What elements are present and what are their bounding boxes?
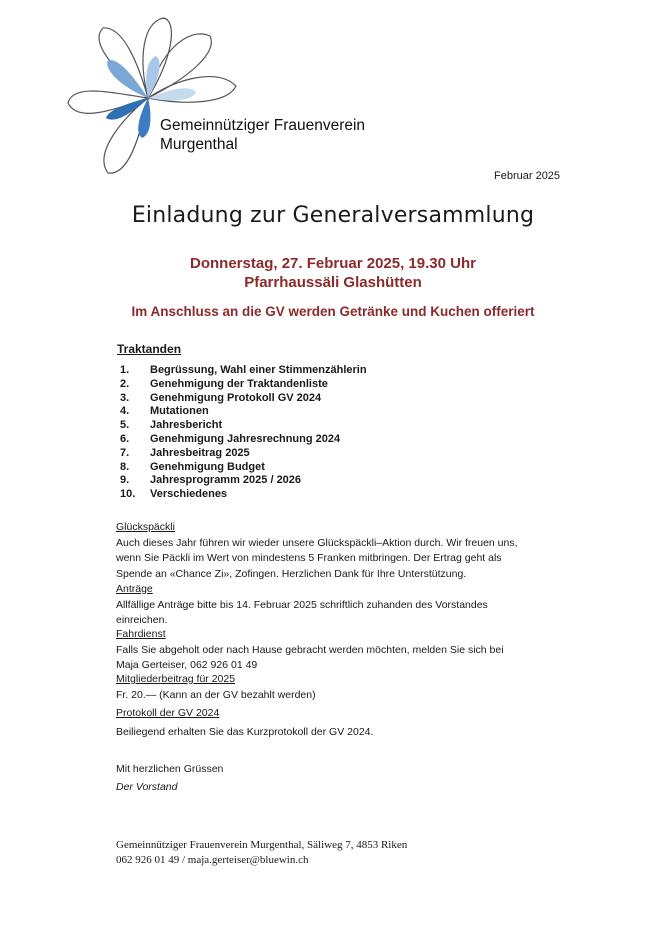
section-line: Spende an «Chance Zi», Zofingen. Herzlichen Dank für Ihre Unterstützung. [116,567,467,580]
agenda-item-number: 5. [120,419,130,432]
org-name [160,116,365,154]
section-heading: Fahrdienst [116,628,166,640]
agenda-item-number: 10. [120,488,136,501]
section-line: Maja Gerteiser, 062 926 01 49 [116,659,258,671]
agenda-item-number: 1. [120,364,130,376]
agenda-item-text: Jahresbericht [150,419,223,432]
event-date: Donnerstag, 27. Februar 2025, 19.30 Uhr [190,255,476,272]
section-line: wenn Sie Päckli im Wert von mindestens 5 Franken mitbringen. Der Ertrag geht als [116,552,502,564]
agenda-item-text: Genehmigung Jahresrechnung 2024 [150,432,341,445]
section-antraege [116,582,488,629]
org-name-line1: Gemeinnütziger Frauenverein [160,117,366,134]
closing-greeting: Mit herzlichen Grüssen [116,763,224,775]
agenda-item [120,378,367,392]
footer-contact: 062 926 01 49 / maja.gerteiser@bluewin.ch [116,854,309,866]
agenda-item [120,488,367,502]
closing-signature: Der Vorstand [116,781,178,793]
footer [116,838,407,868]
refreshments-note: Im Anschluss an die GV werden Getränke und Kuchen offeriert [131,304,535,319]
agenda-list [120,364,367,502]
org-name-line2: Murgenthal [160,136,238,153]
agenda-item [120,392,367,406]
agenda-item-text: Genehmigung Protokoll GV 2024 [150,391,322,404]
section-line: Falls Sie abgeholt oder nach Hause gebracht werden möchten, melden Sie sich bei [116,643,504,656]
section-line: Fr. 20.— (Kann an der GV bezahlt werden) [116,688,316,701]
section-heading: Glückspäckli [116,521,175,533]
section-heading: Anträge [116,583,153,595]
logo-flower-icon [30,8,260,208]
section-line: Beiliegend erhalten Sie das Kurzprotokoll der GV 2024. [116,725,374,738]
letter-date: Februar 2025 [494,170,561,182]
page-title: Einladung zur Generalversammlung [131,203,535,228]
agenda-item [120,461,367,475]
agenda-item-text: Genehmigung der Traktandenliste [150,377,328,390]
agenda-item-number: 3. [120,391,130,404]
section-line: einreichen. [116,614,168,626]
agenda-item-number: 7. [120,446,130,459]
agenda-item [120,419,367,433]
closing [116,760,223,796]
agenda-item [120,447,367,461]
section-heading: Protokoll der GV 2024 [116,707,220,719]
agenda-item-text: Mutationen [150,405,209,418]
footer-address: Gemeinnütziger Frauenverein Murgenthal, Säliweg 7, 4853 Riken [116,839,408,851]
section-mitgliederbeitrag [116,672,316,703]
agenda-item [120,474,367,488]
agenda-item-text: Begrüssung, Wahl einer Stimmenzählerin [150,364,367,376]
section-line: Auch dieses Jahr führen wir wieder unsere Glückspäckli–Aktion durch. Wir freuen uns, [116,536,518,549]
agenda-item-text: Verschiedenes [150,488,228,501]
event-place: Pfarrhaussäli Glashütten [244,274,422,291]
section-heading: Mitgliederbeitrag für 2025 [116,673,236,685]
agenda-item-number: 2. [120,377,130,390]
agenda-item-text: Jahresbeitrag 2025 [150,446,250,459]
agenda-item [120,405,367,419]
agenda-item [120,433,367,447]
agenda-item-number: 4. [120,405,130,418]
section-fahrdienst [116,627,504,674]
section-protokoll [116,706,373,740]
section-line: Allfällige Anträge bitte bis 14. Februar 2025 schriftlich zuhanden des Vorstandes [116,598,488,611]
agenda-item-number: 6. [120,432,130,445]
agenda-item-number: 8. [120,460,130,473]
agenda-item [120,364,367,378]
section-glueckspaeckli [116,520,518,582]
agenda-item-text: Genehmigung Budget [150,460,265,473]
agenda-item-text: Jahresprogramm 2025 / 2026 [150,474,302,487]
agenda-heading: Traktanden [117,342,182,356]
agenda-item-number: 9. [120,474,130,487]
